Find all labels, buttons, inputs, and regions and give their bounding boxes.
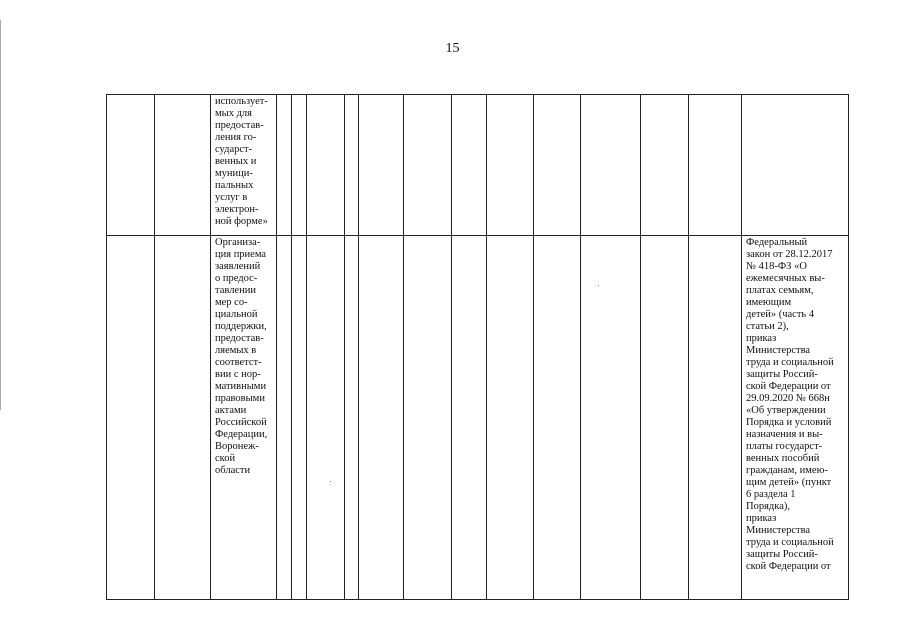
table-cell	[487, 236, 534, 600]
table-cell	[742, 95, 849, 236]
scan-dot	[598, 285, 599, 286]
table-row	[107, 236, 849, 600]
services-table	[106, 94, 849, 600]
table-cell	[641, 95, 689, 236]
table-row	[107, 95, 849, 236]
scan-dot	[330, 481, 331, 482]
table-cell	[155, 95, 211, 236]
table-cell	[581, 95, 641, 236]
table-cell	[359, 95, 404, 236]
table-cell	[345, 95, 359, 236]
table-cell	[307, 95, 345, 236]
table-cell	[359, 236, 404, 600]
scan-edge-line	[0, 20, 1, 410]
service-name-cell: Организа- ция приема заявлений о предос- тавлении мер со- циальной поддержки, предостав- ляемых в соответст- вии с нор- мативными правовыми актами Российской Федерации, Воронеж- ской области	[211, 236, 277, 600]
table-cell	[292, 95, 307, 236]
legal-basis-cell: Федеральный закон от 28.12.2017 № 418-ФЗ «О ежемесячных вы- платах семьям, имеющим детей» (часть 4 статьи 2), приказ Министерства труда и социальной защиты Россий- ской Федерации от 29.09.2020 № 668н «Об утверждении Порядка и условий назначения и вы- платы государст- венных пособий гражданам, имею- щим детей» (пункт 6 раздела 1 Порядка), приказ Министерства труда и социальной защиты Россий- ской Федерации от	[742, 236, 849, 600]
table-cell	[277, 95, 292, 236]
table-cell	[534, 236, 581, 600]
table-cell	[404, 236, 452, 600]
table-cell	[534, 95, 581, 236]
table-cell	[689, 95, 742, 236]
table-cell	[452, 95, 487, 236]
table-cell	[345, 236, 359, 600]
table-cell	[404, 95, 452, 236]
table-cell	[641, 236, 689, 600]
table-cell	[107, 236, 155, 600]
table-cell	[107, 95, 155, 236]
page-number: 15	[445, 41, 460, 56]
table-cell	[277, 236, 292, 600]
table-cell	[292, 236, 307, 600]
table-cell	[581, 236, 641, 600]
table-cell	[307, 236, 345, 600]
table-cell	[487, 95, 534, 236]
table-cell	[452, 236, 487, 600]
service-name-cell: использует- мых для предостав- ления го- сударст- венных и муници- пальных услуг в электрон- ной форме»	[211, 95, 277, 236]
table-cell	[689, 236, 742, 600]
table-cell	[155, 236, 211, 600]
